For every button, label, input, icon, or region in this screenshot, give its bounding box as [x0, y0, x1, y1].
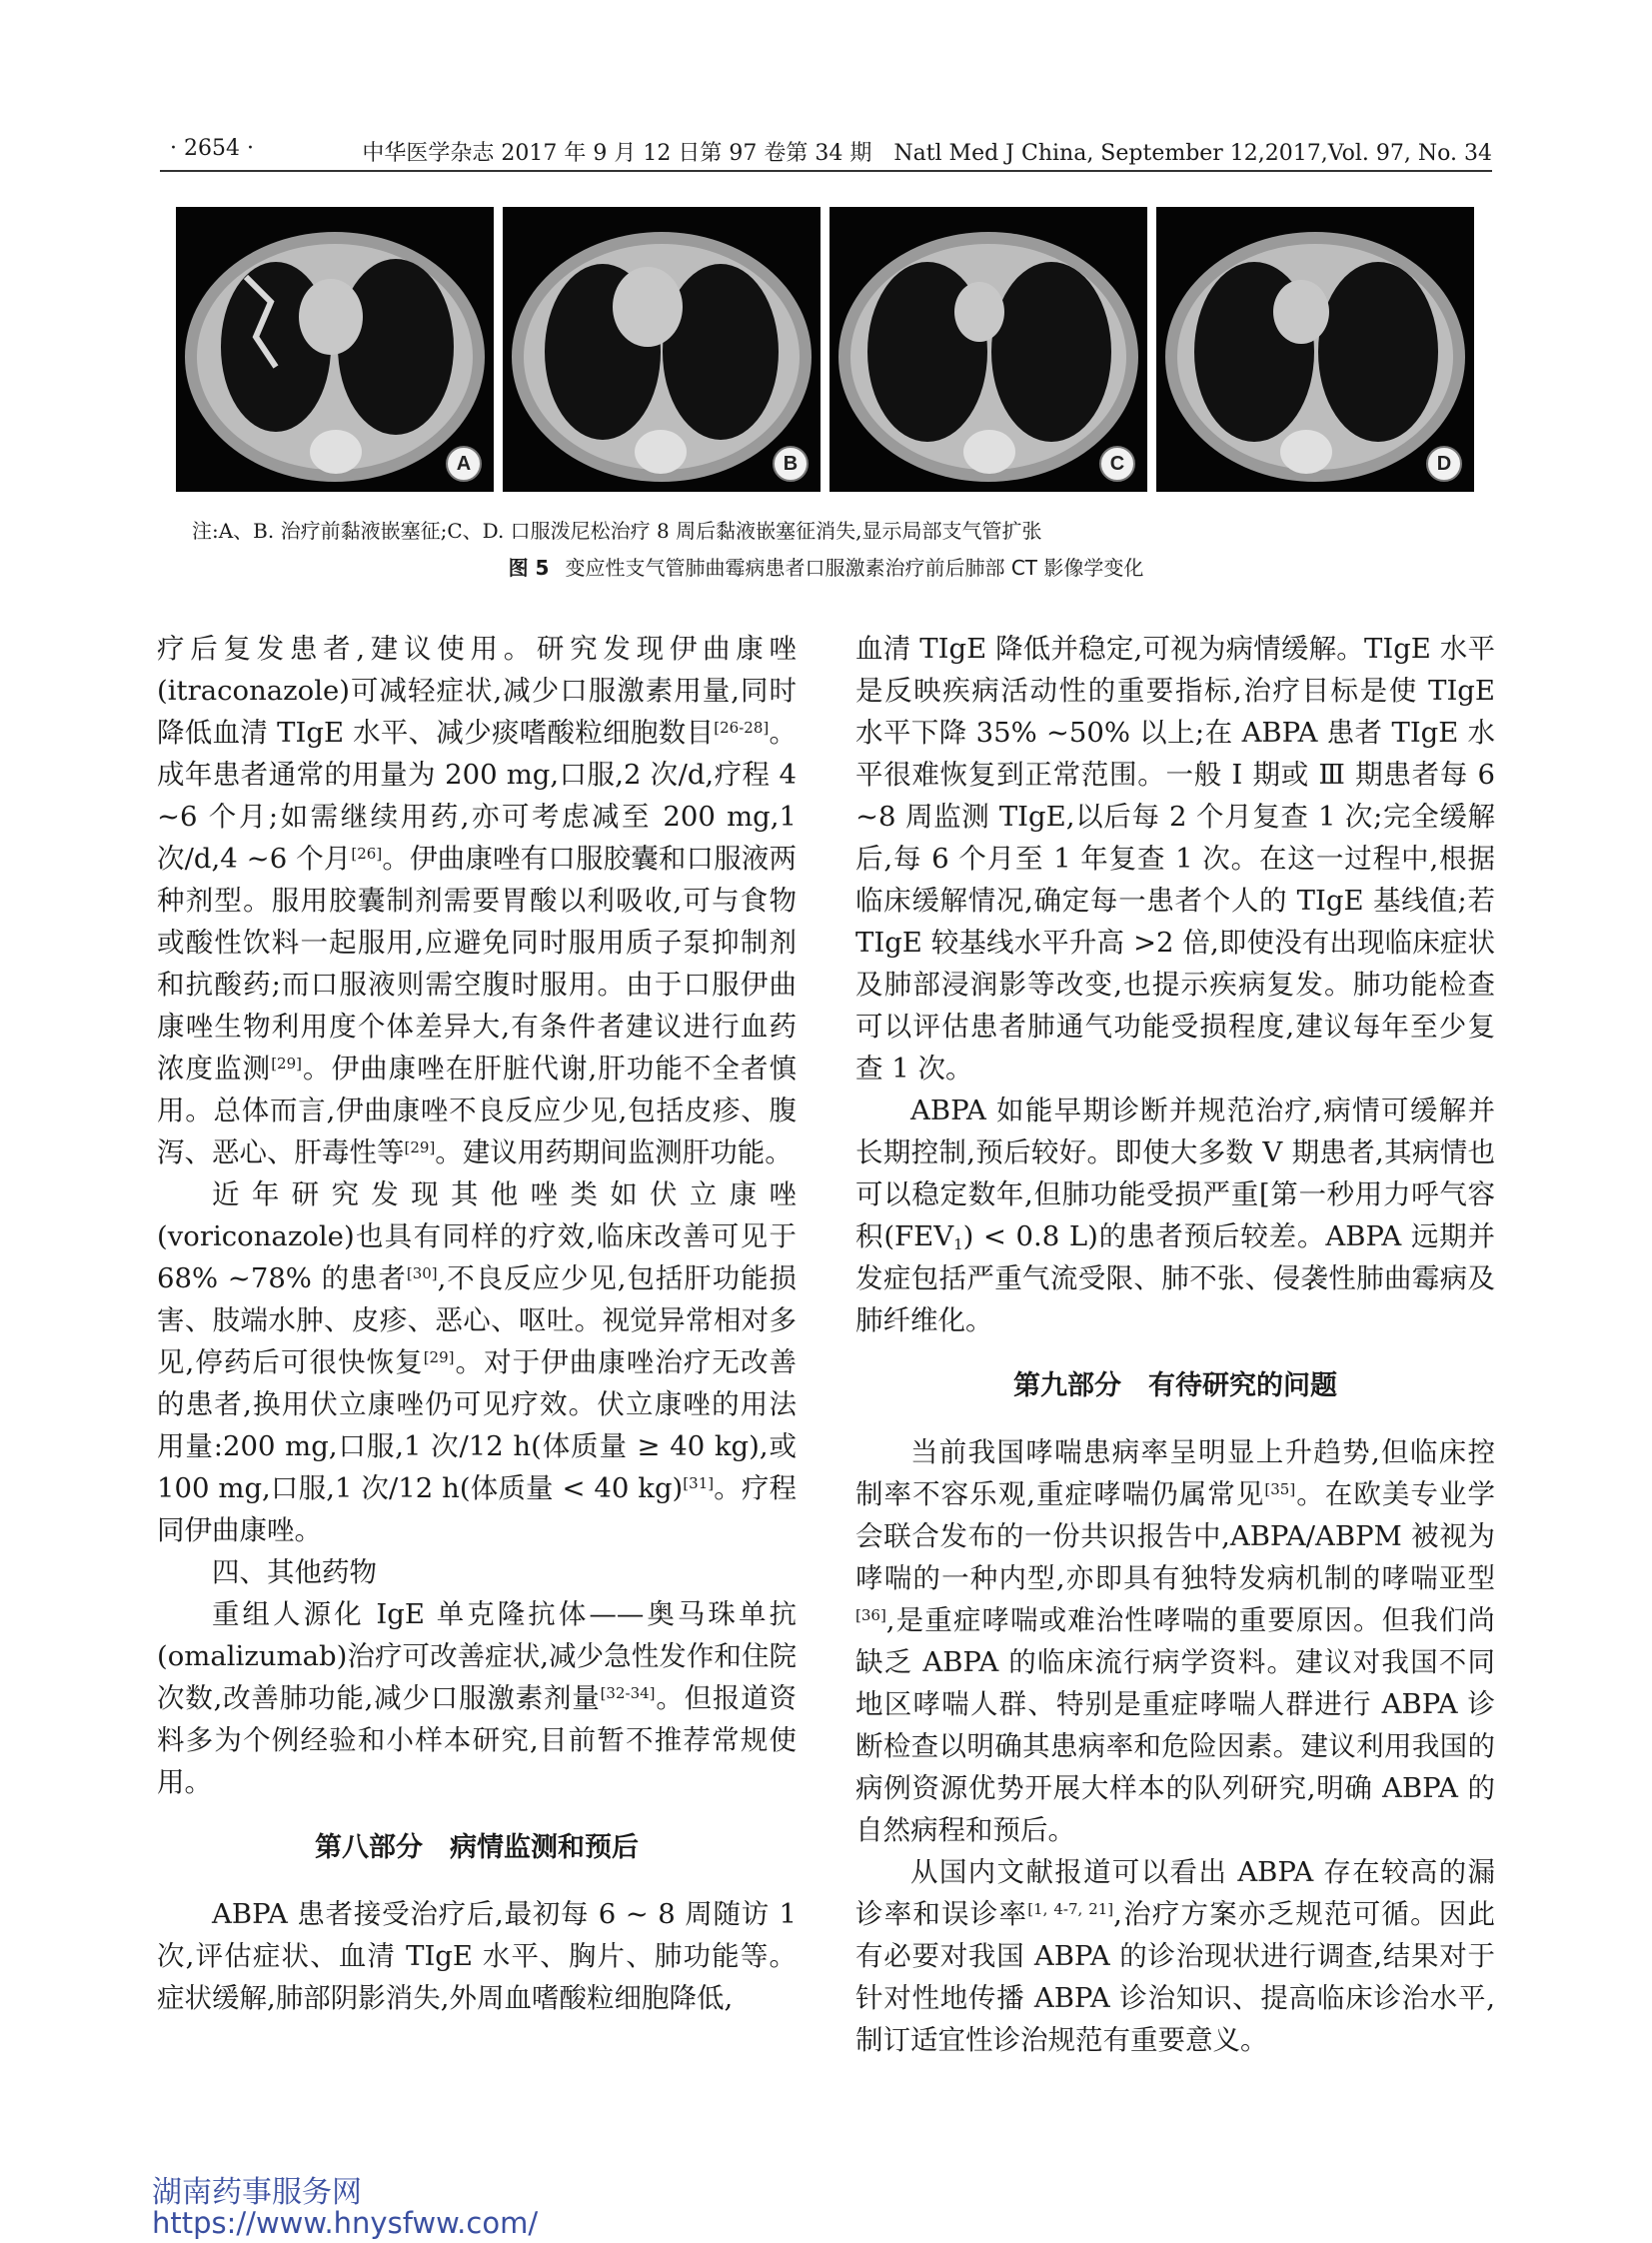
ct-panel-b	[503, 207, 821, 492]
right-column	[855, 628, 1495, 2061]
paragraph: ABPA 患者接受治疗后,最初每 6 ~ 8 周随访 1 次,评估症状、血清 TIgE 水平、胸片、肺功能等。症状缓解,肺部阴影消失,外周血嗜酸粒细胞降低,	[157, 1898, 797, 2014]
ct-scan-image-d	[1156, 207, 1474, 492]
figure-title: 变应性支气管肺曲霉病患者口服激素治疗前后肺部 CT 影像学变化	[565, 556, 1144, 580]
figure-caption	[0, 552, 1652, 581]
paragraph: ABPA 如能早期诊断并规范治疗,病情可缓解并长期控制,预后较好。即使大多数 Ⅴ 期患者,其病情也可以稳定数年,但肺功能受损严重[第一秒用力呼气容积$(FEV_1) < 0.8$ L)的患者预后较差。ABPA 远期并发症包括严重气流受限、肺不张、侵袭性肺曲霉病及肺纤维化。	[855, 1095, 1495, 1336]
paragraph: 血清 TIgE 降低并稳定,可视为病情缓解。TIgE 水平是反映疾病活动性的重要指标,治疗目标是使 TIgE 水平下降 35% ~50% 以上;在 ABPA 患者 TIgE 水平很难恢复到正常范围。一般 Ⅰ 期或 Ⅲ 期患者每 6 ~8 周监测 TIgE,以后每 2 个月复查 1 次;完全缓解后,每 6 个月至 1 年复查 1 次。在这一过程中,根据临床缓解情况,确定每一患者个人的 TIgE 基线值;若 TIgE 较基线水平升高 >2 倍,即使没有出现临床症状及肺部浸润影等改变,也提示疾病复发。肺功能检查可以评估患者肺通气功能受损程度,建议每年至少复查 1 次。	[855, 633, 1495, 1085]
paragraph: 近年研究发现其他唑类如伏立康唑(voriconazole)也具有同样的疗效,临床改善可见于 68% ~78% 的患者[30],不良反应少见,包括肝功能损害、肢端水肿、皮疹、恶心、呕吐。视觉异常相对多见,停药后可很快恢复[29]。对于伊曲康唑治疗无改善的患者,换用伏立康唑仍可见疗效。伏立康唑的用法用量:200 mg,口服,1 次/12 h(体质量 ≥ 40 kg),或 100 mg,口服,1 次/12 h(体质量 < 40 kg)[31]。疗程同伊曲康唑。	[157, 1178, 798, 1546]
section-heading: 第九部分 有待研究的问题	[1013, 1370, 1337, 1401]
paragraph: 从国内文献报道可以看出 ABPA 存在较高的漏诊率和误诊率[1, 4-7, 21],治疗方案亦乏规范可循。因此有必要对我国 ABPA 的诊治现状进行调查,结果对于针对性地传播 ABPA 诊治知识、提高临床诊治水平,制订适宜性诊治规范有重要意义。	[855, 1856, 1496, 2056]
left-column	[157, 628, 797, 2019]
figure-number: 图 5	[508, 556, 550, 580]
panel-label: C	[1099, 446, 1135, 482]
ct-scan-image-b	[503, 207, 821, 492]
journal-citation: 中华医学杂志 2017 年 9 月 12 日第 97 卷第 34 期 Natl Med J China, September 12,2017,Vol. 97, No. 34	[362, 141, 1492, 166]
watermark-url[interactable]: https://www.hnysfww.com/	[152, 2206, 539, 2240]
ct-scan-image-a	[176, 207, 494, 492]
running-header	[160, 130, 1492, 172]
ct-figure	[176, 207, 1475, 492]
section-heading: 第八部分 病情监测和预后	[315, 1832, 639, 1863]
panel-label: A	[446, 446, 482, 482]
ct-panel-c	[829, 207, 1147, 492]
ct-panel-a	[176, 207, 494, 492]
paragraph: 重组人源化 IgE 单克隆抗体——奥马珠单抗(omalizumab)治疗可改善症状,减少急性发作和住院次数,改善肺功能,减少口服激素剂量[32-34]。但报道资料多为个例经验和小样本研究,目前暂不推荐常规使用。	[157, 1598, 798, 1798]
panel-label: B	[773, 446, 809, 482]
watermark-site-name: 湖南药事服务网	[152, 2175, 362, 2210]
subheading: 四、其他药物	[212, 1556, 377, 1588]
panel-label: D	[1426, 446, 1462, 482]
paragraph: 疗后复发患者,建议使用。研究发现伊曲康唑(itraconazole)可减轻症状,减少口服激素用量,同时降低血清 TIgE 水平、减少痰嗜酸粒细胞数目[26-28]。成年患者通常的用量为 200 mg,口服,2 次/d,疗程 4 ~6 个月;如需继续用药,亦可考虑减至 200 mg,1 次/d,4 ~6 个月[26]。伊曲康唑有口服胶囊和口服液两种剂型。服用胶囊制剂需要胃酸以利吸收,可与食物或酸性饮料一起服用,应避免同时服用质子泵抑制剂和抗酸药;而口服液则需空腹时服用。由于口服伊曲康唑生物利用度个体差异大,有条件者建议进行血药浓度监测[29]。伊曲康唑在肝脏代谢,肝功能不全者慎用。总体而言,伊曲康唑不良反应少见,包括皮疹、腹泻、恶心、肝毒性等[29]。建议用药期间监测肝功能。	[157, 633, 798, 1168]
figure-note: 注:A、B. 治疗前黏液嵌塞征;C、D. 口服泼尼松治疗 8 周后黏液嵌塞征消失,显示局部支气管扩张	[192, 519, 1042, 543]
paragraph: 当前我国哮喘患病率呈明显上升趋势,但临床控制率不容乐观,重症哮喘仍属常见[35]。在欧美专业学会联合发布的一份共识报告中,ABPA/ABPM 被视为哮喘的一种内型,亦即具有独特发病机制的哮喘亚型[36],是重症哮喘或难治性哮喘的重要原因。但我们尚缺乏 ABPA 的临床流行病学资料。建议对我国不同地区哮喘人群、特别是重症哮喘人群进行 ABPA 诊断检查以明确其患病率和危险因素。建议利用我国的病例资源优势开展大样本的队列研究,明确 ABPA 的自然病程和预后。	[855, 1436, 1495, 1846]
ct-panel-d	[1156, 207, 1474, 492]
page-number: · 2654 ·	[170, 136, 254, 161]
ct-scan-image-c	[829, 207, 1147, 492]
